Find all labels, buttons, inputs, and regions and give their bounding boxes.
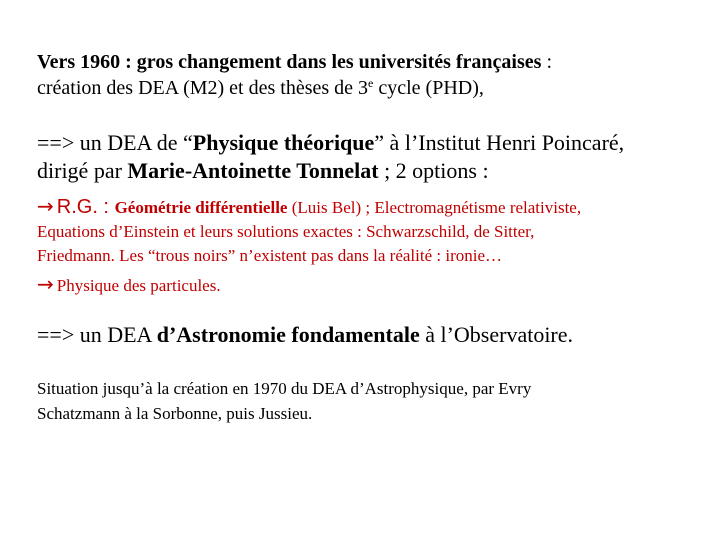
right-arrow-icon: →: [37, 272, 54, 296]
astronomie-fondamentale: d’Astronomie fondamentale: [156, 322, 420, 347]
astronomie-suffix: à l’Observatoire.: [419, 322, 574, 347]
intro-heading-colon: :: [541, 51, 552, 73]
physique-paragraph: [37, 129, 624, 185]
astronomie-line: [37, 321, 573, 349]
astronomie-prefix: ==> un DEA: [37, 322, 157, 347]
rg-rest: (Luis Bel) ; Electromagnétisme relativiste,: [287, 198, 582, 217]
physique-prefix: ==> un DEA de “: [37, 130, 193, 155]
physique-line-1: [37, 129, 624, 157]
situation-line-1: Situation jusqu’à la création en 1970 du DEA d’Astrophysique, par Evry: [37, 379, 532, 398]
physique-suffix: ” à l’Institut Henri Poincaré,: [374, 130, 625, 155]
option-rg-line-3: Friedmann. Les “trous noirs” n’existent pas dans la réalité : ironie…: [37, 246, 503, 265]
director-prefix: dirigé par: [37, 158, 128, 183]
intro-line-2-text: création des DEA (M2) et des thèses de 3: [37, 77, 369, 99]
intro-heading: Vers 1960 : gros changement dans les universités françaises: [37, 51, 542, 73]
superscript-e: e: [368, 76, 374, 90]
right-arrow-icon: →: [37, 194, 54, 218]
intro-line-2: [37, 75, 552, 101]
situation-paragraph: [37, 376, 531, 426]
option-rg: [37, 194, 581, 220]
rg-label: R.G. :: [56, 196, 115, 218]
intro-line-2-end: cycle (PHD),: [373, 77, 484, 99]
astronomie-paragraph: [37, 321, 573, 349]
particules-label: Physique des particules.: [56, 276, 221, 295]
option-rg-line-2: Equations d’Einstein et leurs solutions exactes : Schwarzschild, de Sitter,: [37, 222, 535, 241]
director-name: Marie-Antoinette Tonnelat: [127, 158, 379, 183]
intro-line-1: [37, 49, 552, 75]
physique-line-2: [37, 157, 624, 185]
situation-line-2: Schatzmann à la Sorbonne, puis Jussieu.: [37, 404, 313, 423]
options-list: [37, 194, 581, 298]
rg-geometrie: Géométrie différentielle: [114, 198, 288, 217]
physique-theorique: Physique théorique: [192, 130, 375, 155]
intro-paragraph: [37, 49, 552, 101]
director-suffix: ; 2 options :: [378, 158, 489, 183]
option-particules: [37, 272, 581, 298]
